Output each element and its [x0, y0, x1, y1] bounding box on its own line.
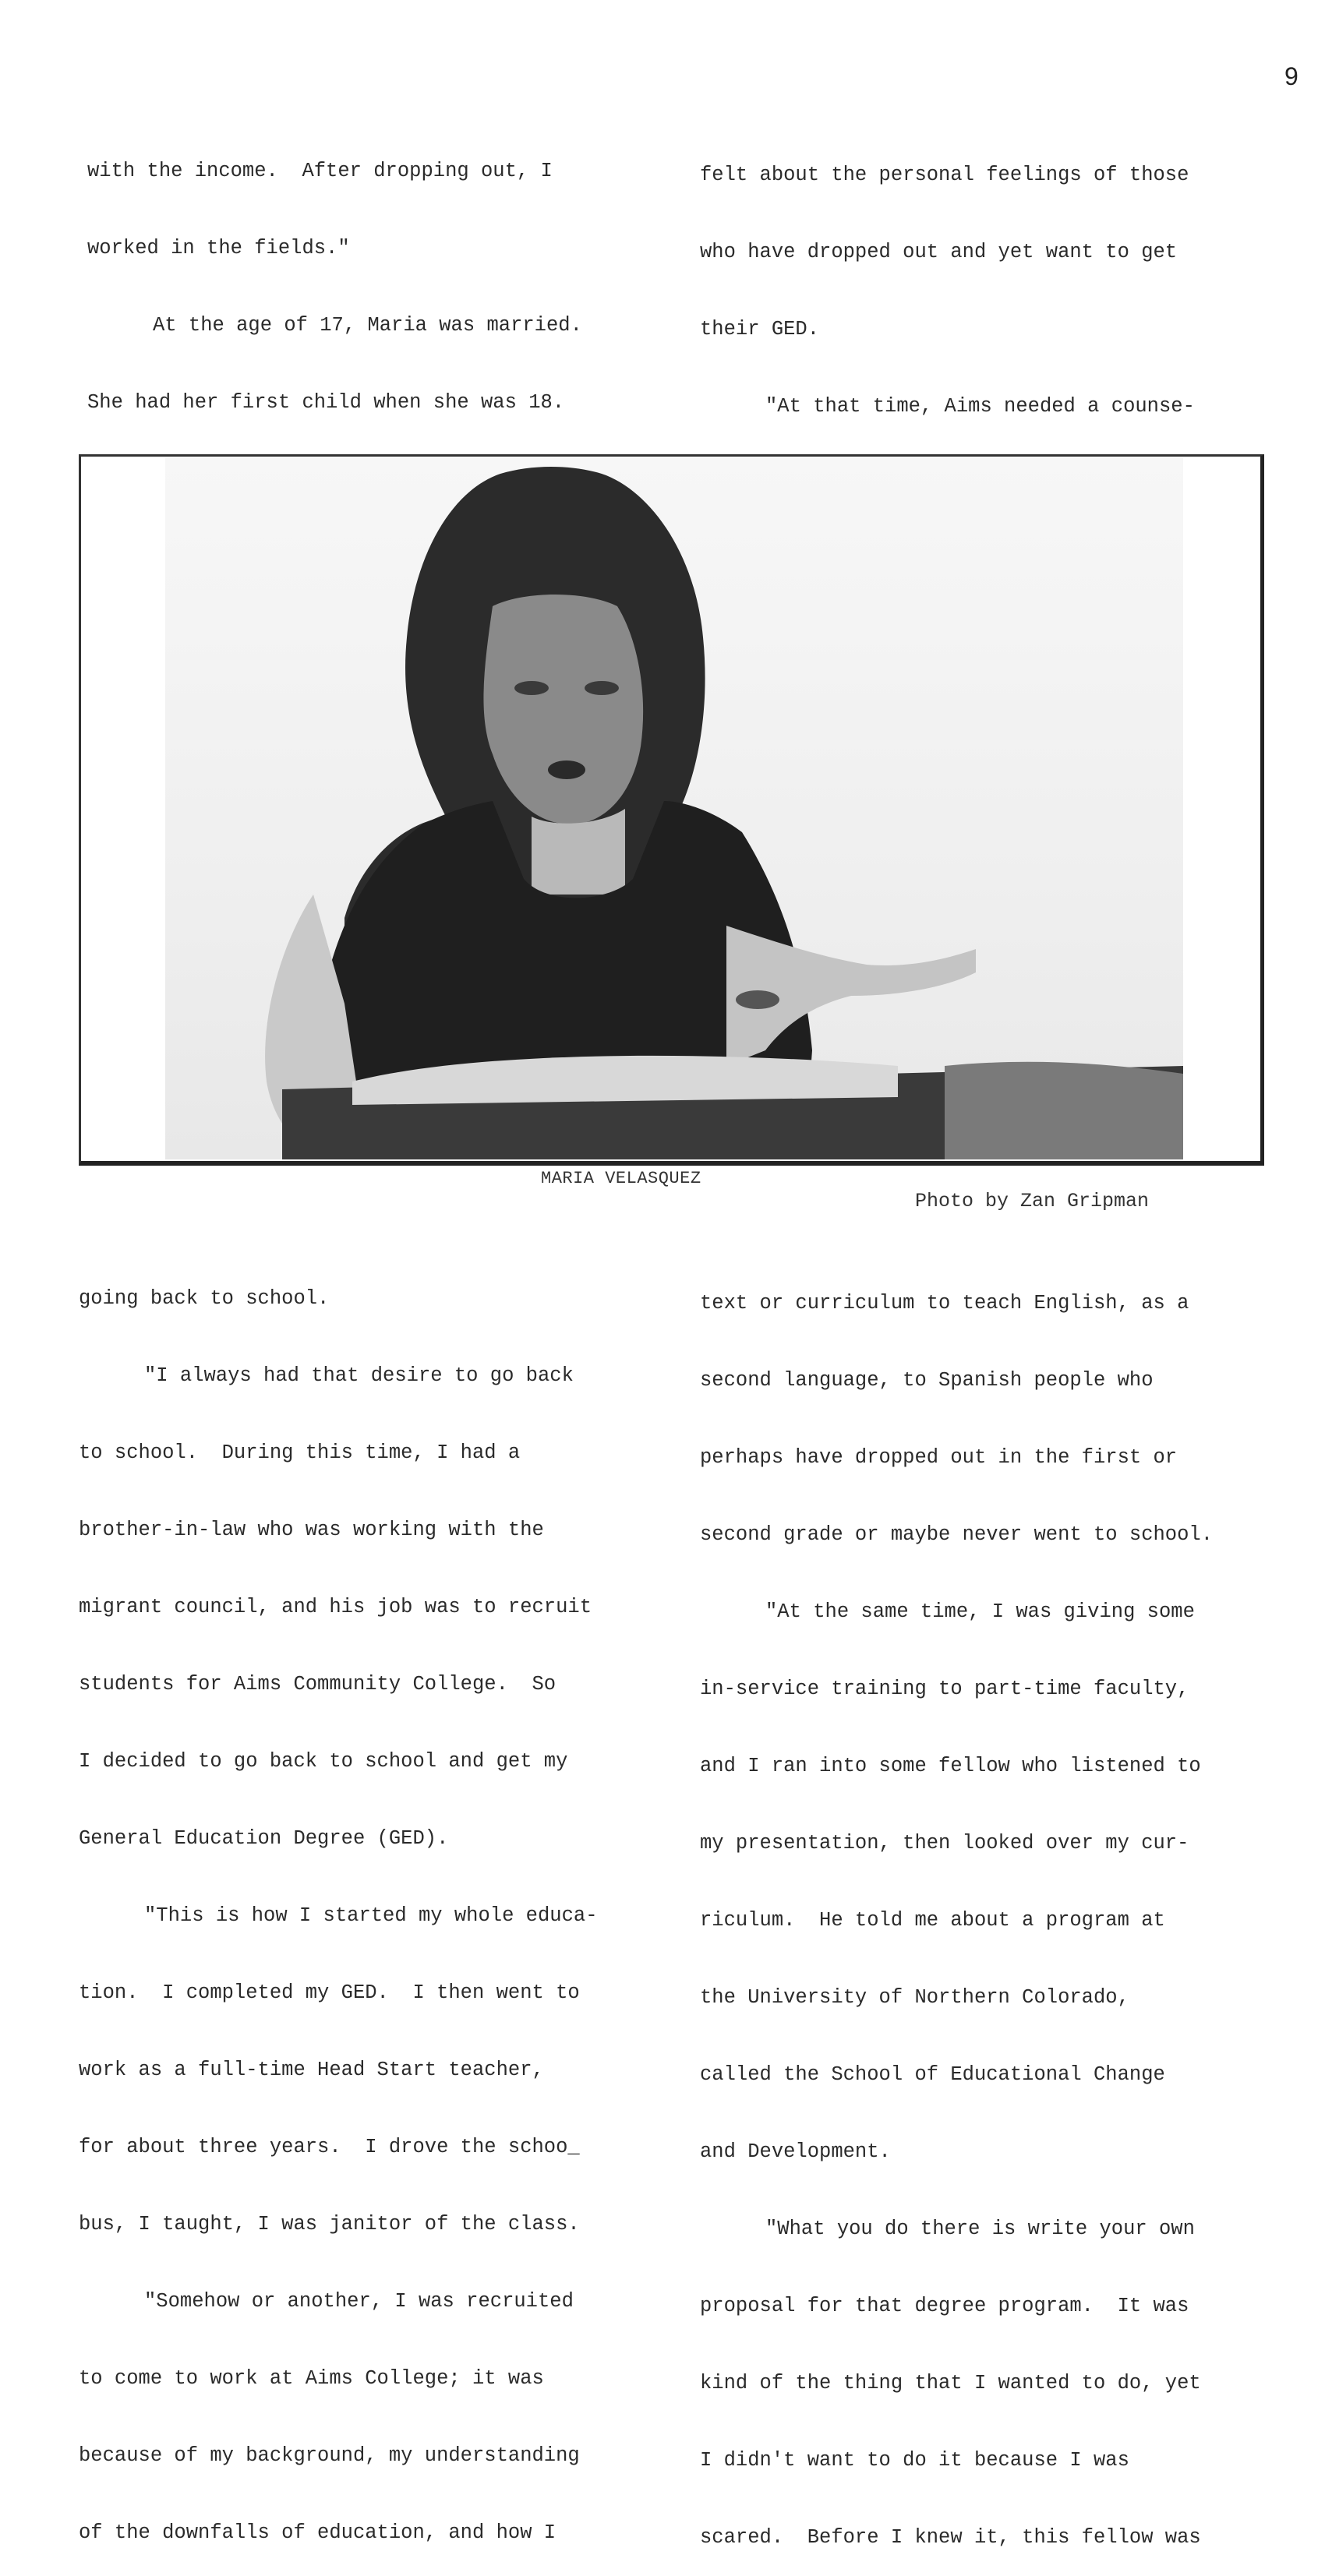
text-line: the University of Northern Colorado, [700, 1986, 1129, 2009]
text-line: "What you do there is write your own [765, 2218, 1195, 2240]
text-line: in-service training to part-time faculty, [700, 1678, 1189, 1700]
text-line: with the income. After dropping out, I [87, 160, 553, 182]
text-line: riculum. He told me about a program at [700, 1909, 1165, 1932]
text-line: "Somehow or another, I was recruited [144, 2290, 574, 2313]
text-line: worked in the fields." [87, 237, 350, 259]
text-line: "This is how I started my whole educa- [144, 1904, 598, 1927]
text-line: second language, to Spanish people who [700, 1369, 1154, 1392]
text-column-bottom-right [700, 1239, 1213, 2576]
text-line: "I always had that desire to go back [144, 1364, 574, 1387]
text-line: and I ran into some fellow who listened to [700, 1755, 1201, 1777]
text-line: to school. During this time, I had a [79, 1442, 521, 1464]
text-line: At the age of 17, Maria was married. [153, 314, 582, 337]
text-line: text or curriculum to teach English, as a [700, 1292, 1189, 1314]
text-line: work as a full-time Head Start teacher, [79, 2059, 544, 2081]
text-line: migrant council, and his job was to recruit [79, 1596, 592, 1618]
text-line: General Education Degree (GED). [79, 1827, 449, 1850]
text-line: called the School of Educational Change [700, 2063, 1165, 2086]
text-line: bus, I taught, I was janitor of the class. [79, 2213, 580, 2235]
page-number: 9 [1284, 62, 1298, 90]
photo-frame [79, 454, 1264, 1166]
text-line: perhaps have dropped out in the first or [700, 1446, 1178, 1469]
text-line: and Development. [700, 2140, 891, 2163]
text-line: their GED. [700, 318, 820, 341]
text-line: students for Aims Community College. So [79, 1673, 556, 1696]
text-line: brother-in-law who was working with the [79, 1519, 544, 1541]
text-line: kind of the thing that I wanted to do, yet [700, 2372, 1201, 2394]
text-line: for about three years. I drove the schoo_ [79, 2136, 580, 2158]
text-line: I decided to go back to school and get my [79, 1750, 568, 1773]
text-line: tion. I completed my GED. I then went to [79, 1981, 580, 2004]
text-line: of the downfalls of education, and how I [79, 2521, 556, 2544]
text-line: because of my background, my understanding [79, 2444, 580, 2467]
text-line: who have dropped out and yet want to get [700, 241, 1178, 263]
text-line: I didn't want to do it because I was [700, 2449, 1129, 2472]
text-line: going back to school. [79, 1287, 330, 1310]
text-line: felt about the personal feelings of those [700, 164, 1189, 186]
text-line: "At the same time, I was giving some [765, 1600, 1195, 1623]
text-line: "At that time, Aims needed a counse- [765, 395, 1195, 418]
photo-credit: Photo by Zan Gripman [915, 1190, 1150, 1212]
text-line: scared. Before I knew it, this fellow was [700, 2526, 1201, 2549]
text-column-bottom-left [79, 1234, 598, 2571]
portrait-photo [165, 458, 1183, 1159]
text-line: to come to work at Aims College; it was [79, 2367, 544, 2390]
text-line: my presentation, then looked over my cur- [700, 1832, 1189, 1854]
portrait-illustration [165, 458, 1183, 1159]
photo-caption: MARIA VELASQUEZ [541, 1169, 701, 1188]
text-line: second grade or maybe never went to school. [700, 1523, 1214, 1546]
text-line: She had her first child when she was 18. [87, 391, 565, 414]
text-line: proposal for that degree program. It was [700, 2295, 1189, 2317]
